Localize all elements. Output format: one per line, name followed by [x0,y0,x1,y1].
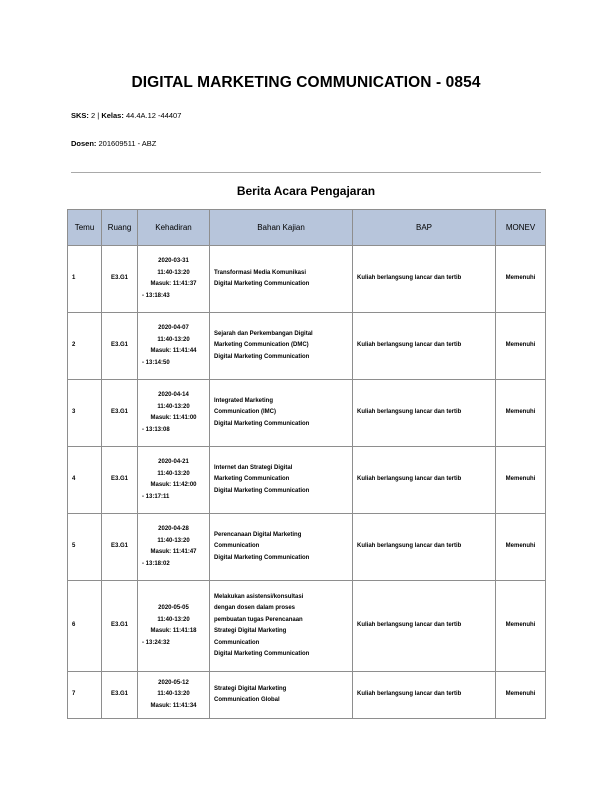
kehadiran-line: Masuk: 11:42:00 [150,482,197,488]
bahan-line: Melakukan asistensi/konsultasi [214,593,304,600]
kehadiran-line: 11:40-13:20 [157,470,190,477]
kehadiran-line: 11:40-13:20 [157,537,190,544]
bahan-line: Strategi Digital Marketing [214,685,287,692]
cell-monev: Memenuhi [496,514,546,581]
cell-bahan-kajian [210,672,353,719]
kehadiran-line: - 13:18:02 [142,560,170,567]
bahan-line: Sejarah dan Perkembangan Digital [214,330,313,337]
cell-bap: Kuliah berlangsung lancar dan tertib [353,380,496,447]
cell-kehadiran [138,447,210,514]
cell-temu: 2 [68,313,102,380]
kehadiran-line: 2020-03-31 [158,258,189,264]
table-row [68,514,546,581]
kehadiran-line: Masuk: 11:41:34 [150,702,197,709]
lecturer-info [71,139,156,148]
kehadiran-line: - 13:24:32 [142,639,170,646]
header-bahan-kajian: Bahan Kajian [210,210,353,246]
cell-kehadiran [138,246,210,313]
cell-monev: Memenuhi [496,246,546,313]
divider [71,172,541,173]
cell-temu: 6 [68,581,102,672]
bahan-line: dengan dosen dalam proses [214,605,296,611]
cell-kehadiran [138,313,210,380]
sks-value: 2 [91,111,96,120]
cell-monev: Memenuhi [496,581,546,672]
bahan-line: Digital Marketing Communication [214,554,310,561]
teaching-report-table [67,209,546,719]
kehadiran-line: 2020-04-07 [158,325,189,331]
bahan-line: Strategi Digital Marketing [214,628,287,634]
kelas-label: Kelas: [101,111,124,120]
cell-bahan-kajian [210,380,353,447]
cell-bahan-kajian [210,313,353,380]
cell-ruang: E3.G1 [102,313,138,380]
cell-monev: Memenuhi [496,672,546,719]
table-header-row [68,210,546,246]
table-row [68,380,546,447]
kehadiran-line: - 13:13:08 [142,426,170,433]
bahan-line: Transformasi Media Komunikasi [214,269,307,276]
dosen-label: Dosen: [71,139,97,148]
bahan-line: Digital Marketing Communication [214,487,310,494]
bahan-line: Internet dan Strategi Digital [214,464,293,471]
table-row [68,672,546,719]
kehadiran-line: 2020-05-05 [158,605,189,611]
cell-bahan-kajian [210,246,353,313]
bahan-line: Digital Marketing Communication [214,281,310,287]
cell-bahan-kajian [210,581,353,672]
cell-temu: 7 [68,672,102,719]
header-temu: Temu [68,210,102,246]
kelas-value: 44.4A.12 -44407 [125,111,182,120]
header-monev: MONEV [496,210,546,246]
header-ruang: Ruang [102,210,138,246]
kehadiran-line: Masuk: 11:41:37 [150,281,197,287]
document-title: DIGITAL MARKETING COMMUNICATION - 0854 [131,74,481,91]
kehadiran-line: 11:40-13:20 [157,691,190,698]
kehadiran-line: 2020-05-12 [158,679,189,686]
cell-kehadiran [138,380,210,447]
cell-kehadiran [138,672,210,719]
bahan-line: Communication (IMC) [214,409,276,416]
separator: | [97,111,100,120]
bahan-line: Communication [214,639,260,646]
kehadiran-line: 11:40-13:20 [157,403,190,410]
bahan-line: Integrated Marketing [214,397,274,404]
kehadiran-line: - 13:14:50 [142,359,170,366]
kehadiran-line: 11:40-13:20 [157,336,190,343]
bahan-line: Digital Marketing Communication [214,420,310,427]
kehadiran-line: Masuk: 11:41:18 [150,628,197,634]
cell-temu: 3 [68,380,102,447]
cell-bahan-kajian [210,447,353,514]
kehadiran-line: Masuk: 11:41:00 [150,415,197,421]
kehadiran-line: - 13:17:11 [142,493,170,500]
cell-monev: Memenuhi [496,447,546,514]
course-info [71,111,181,120]
bahan-line: Digital Marketing Communication [214,353,310,360]
kehadiran-line: 11:40-13:20 [157,269,190,276]
dosen-value: 201609511 - ABZ [98,139,157,148]
bahan-line: Perencanaan Digital Marketing [214,531,302,538]
cell-temu: 1 [68,246,102,313]
cell-kehadiran [138,514,210,581]
kehadiran-line: 2020-04-14 [158,392,189,398]
kehadiran-line: 2020-04-21 [158,459,189,465]
kehadiran-line: Masuk: 11:41:44 [150,348,197,354]
table-row [68,447,546,514]
cell-bap: Kuliah berlangsung lancar dan tertib [353,313,496,380]
bahan-line: Digital Marketing Communication [214,651,310,657]
cell-temu: 4 [68,447,102,514]
cell-bap: Kuliah berlangsung lancar dan tertib [353,246,496,313]
table-row [68,246,546,313]
cell-temu: 5 [68,514,102,581]
cell-bap: Kuliah berlangsung lancar dan tertib [353,672,496,719]
bahan-line: Communication Global [214,697,280,703]
cell-ruang: E3.G1 [102,581,138,672]
cell-ruang: E3.G1 [102,380,138,447]
section-title: Berita Acara Pengajaran [236,184,376,198]
bahan-line: Marketing Communication [214,476,290,483]
table-row [68,313,546,380]
cell-kehadiran [138,581,210,672]
cell-monev: Memenuhi [496,380,546,447]
cell-bap: Kuliah berlangsung lancar dan tertib [353,581,496,672]
kehadiran-line: - 13:18:43 [142,292,170,299]
cell-ruang: E3.G1 [102,672,138,719]
kehadiran-line: Masuk: 11:41:47 [150,549,197,555]
header-kehadiran: Kehadiran [138,210,210,246]
sks-label: SKS: [71,111,89,120]
cell-ruang: E3.G1 [102,246,138,313]
bahan-line: pembuatan tugas Perencanaan [214,616,303,623]
kehadiran-line: 11:40-13:20 [157,616,190,623]
cell-ruang: E3.G1 [102,514,138,581]
cell-bap: Kuliah berlangsung lancar dan tertib [353,447,496,514]
kehadiran-line: 2020-04-28 [158,526,189,532]
table-row [68,581,546,672]
cell-bahan-kajian [210,514,353,581]
bahan-line: Marketing Communication (DMC) [214,342,309,349]
header-bap: BAP [353,210,496,246]
cell-ruang: E3.G1 [102,447,138,514]
cell-monev: Memenuhi [496,313,546,380]
bahan-line: Communication [214,543,260,550]
cell-bap: Kuliah berlangsung lancar dan tertib [353,514,496,581]
